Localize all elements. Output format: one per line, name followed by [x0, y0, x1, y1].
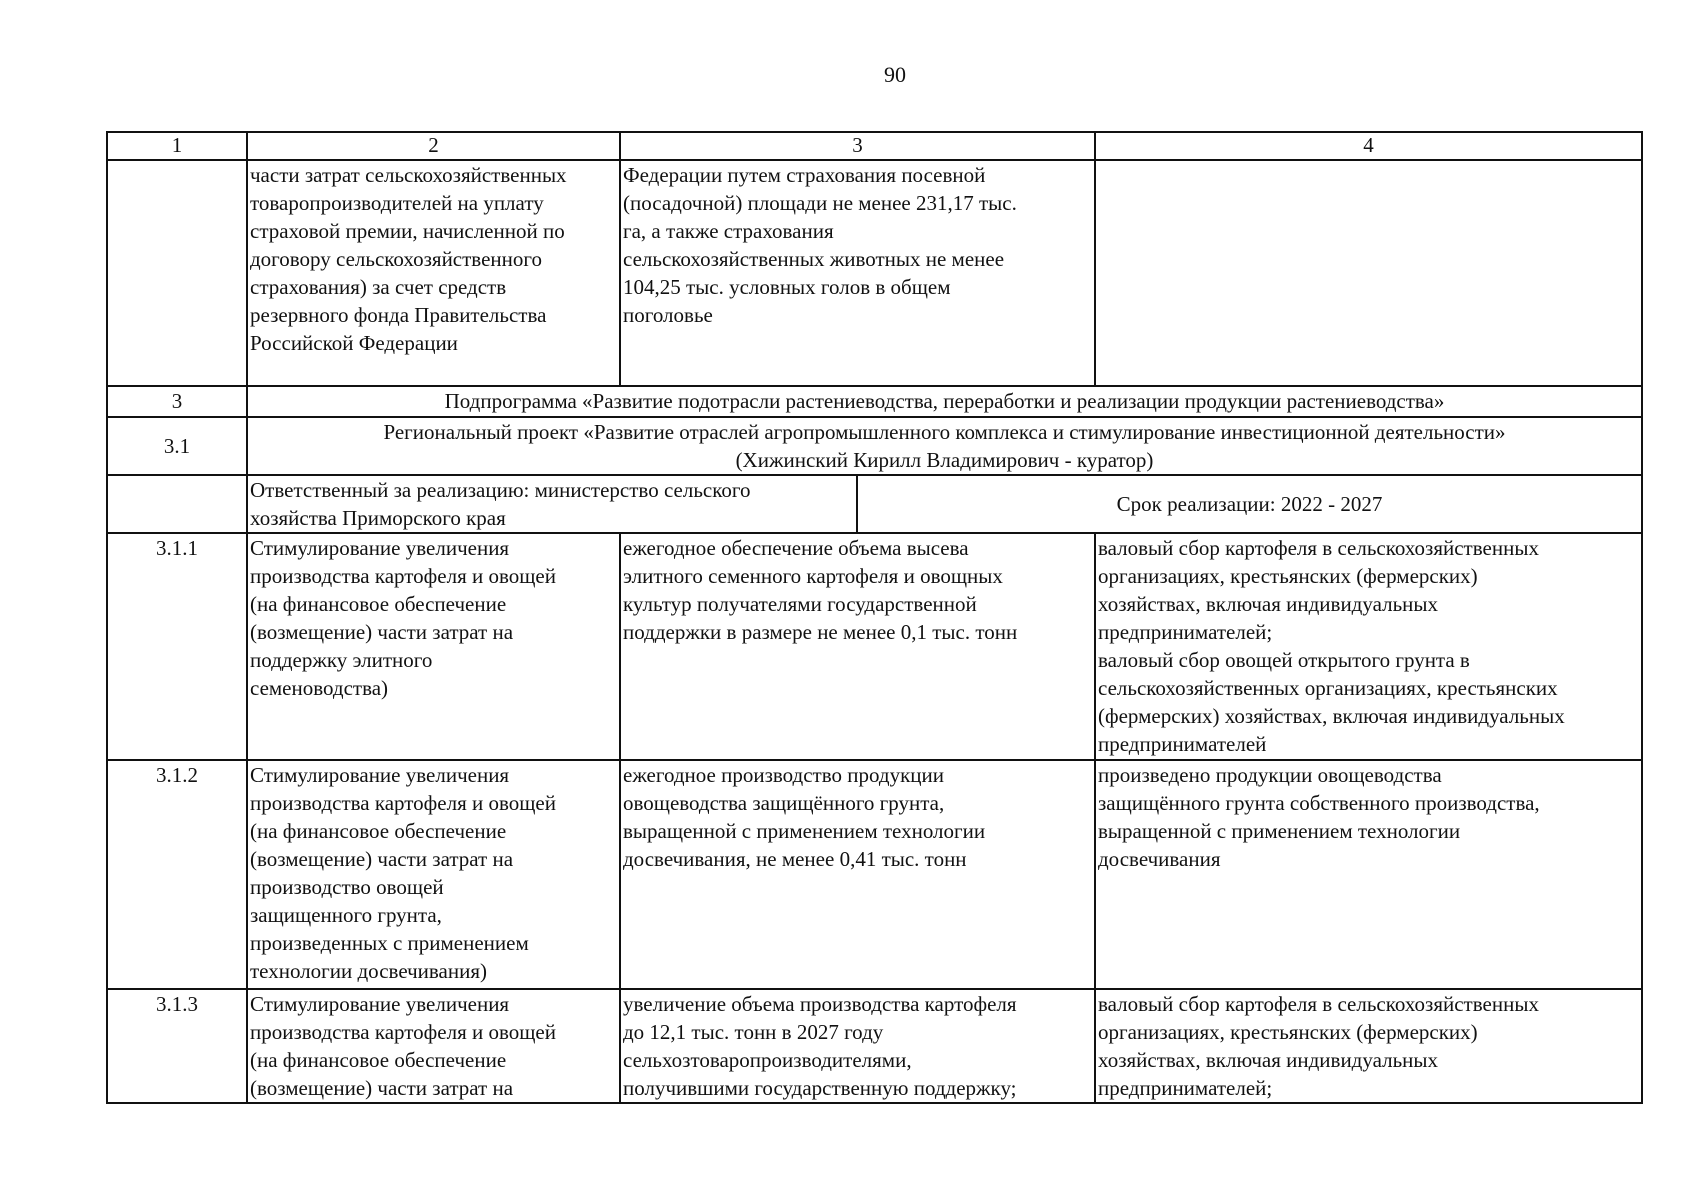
subprogram-number: 3	[107, 386, 247, 417]
row-indicator: валовый сбор картофеля в сельскохозяйственных организациях, крестьянских (фермерских) хозяйствах, включая индивидуальных предпринимателей; валовый сбор овощей открытого грунта в сельскохозяйственных организациях, крестьянских (фермерских) хозяйствах, включая индивидуальных предпринимателей	[1095, 533, 1642, 760]
cont-col-4	[1095, 160, 1642, 386]
cont-col-2: части затрат сельскохозяйственных товаропроизводителей на уплату страховой премии, начисленной по договору сельскохозяйственного страхования) за счет средств резервного фонда Правительства Российской Федерации	[247, 160, 620, 386]
row-result: увеличение объема производства картофеля до 12,1 тыс. тонн в 2027 году сельхозтоваропроизводителями, получившими государственную поддержку;	[620, 989, 1095, 1103]
project-row	[107, 417, 1642, 475]
subprogram-row	[107, 386, 1642, 417]
header-col-1: 1	[107, 132, 247, 160]
project-cell	[247, 417, 1642, 475]
responsible-text: Ответственный за реализацию: министерство сельского хозяйства Приморского края	[247, 475, 857, 533]
program-table	[106, 131, 1643, 1104]
subprogram-title: Подпрограмма «Развитие подотрасли растениеводства, переработки и реализации продукции растениеводства»	[247, 386, 1642, 417]
row-indicator: произведено продукции овощеводства защищённого грунта собственного производства, выращенной с применением технологии досвечивания	[1095, 760, 1642, 989]
cont-col-1	[107, 160, 247, 386]
row-number: 3.1.2	[107, 760, 247, 989]
header-row	[107, 132, 1642, 160]
row-indicator: валовый сбор картофеля в сельскохозяйственных организациях, крестьянских (фермерских) хозяйствах, включая индивидуальных предпринимателей;	[1095, 989, 1642, 1103]
row-number: 3.1.3	[107, 989, 247, 1103]
cont-col-3: Федерации путем страхования посевной (посадочной) площади не менее 231,17 тыс. га, а также страхования сельскохозяйственных животных не менее 104,25 тыс. условных голов в общем поголовье	[620, 160, 1095, 386]
row-number: 3.1.1	[107, 533, 247, 760]
table-row	[107, 760, 1642, 989]
implementation-term: Срок реализации: 2022 - 2027	[857, 475, 1642, 533]
continuation-row	[107, 160, 1642, 386]
row-task: Стимулирование увеличения производства картофеля и овощей (на финансовое обеспечение (возмещение) части затрат на	[247, 989, 620, 1103]
project-curator: (Хижинский Кирилл Владимирович - куратор)	[735, 448, 1154, 472]
header-col-2: 2	[247, 132, 620, 160]
row-task: Стимулирование увеличения производства картофеля и овощей (на финансовое обеспечение (возмещение) части затрат на поддержку элитного семеноводства)	[247, 533, 620, 760]
row-result: ежегодное производство продукции овощеводства защищённого грунта, выращенной с применением технологии досвечивания, не менее 0,41 тыс. тонн	[620, 760, 1095, 989]
header-col-4: 4	[1095, 132, 1642, 160]
page-number: 90	[884, 62, 906, 87]
row-task: Стимулирование увеличения производства картофеля и овощей (на финансовое обеспечение (возмещение) части затрат на производство овощей защищенного грунта, произведенных с применением технологии досвечивания)	[247, 760, 620, 989]
table-row	[107, 989, 1642, 1103]
row-result: ежегодное обеспечение объема высева элитного семенного картофеля и овощных культур получателями государственной поддержки в размере не менее 0,1 тыс. тонн	[620, 533, 1095, 760]
project-title: Региональный проект «Развитие отраслей агропромышленного комплекса и стимулирование инвестиционной деятельности»	[383, 420, 1506, 444]
project-number: 3.1	[107, 417, 247, 475]
header-col-3: 3	[620, 132, 1095, 160]
responsible-row	[107, 475, 1642, 533]
table-row	[107, 533, 1642, 760]
responsible-number	[107, 475, 247, 533]
